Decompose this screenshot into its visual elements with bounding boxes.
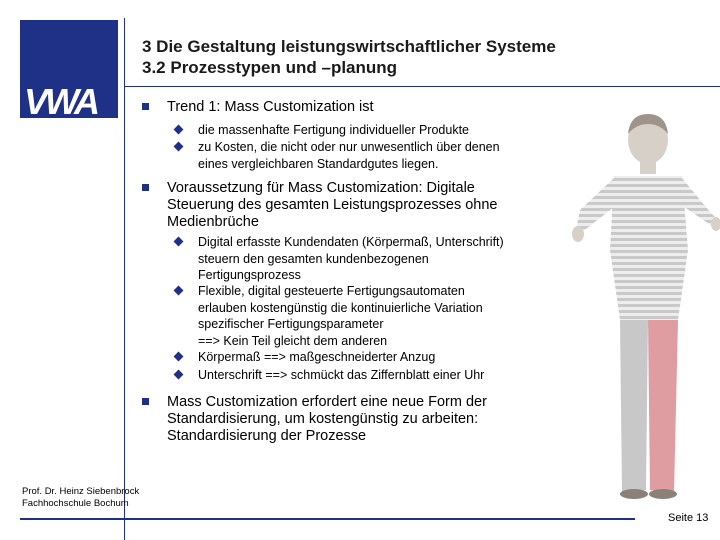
bullet-line: Trend 1: Mass Customization ist <box>167 99 374 115</box>
sub-bullet-line: erlauben kostengünstig die kontinuierliche Variation <box>198 300 483 315</box>
sub-bullet-line: Körpermaß ==> maßgeschneiderter Anzug <box>198 350 436 364</box>
sub-bullet-line: Digital erfasste Kundendaten (Körpermaß, Unterschrift) <box>198 235 504 249</box>
sub-bullet-line: zu Kosten, die nicht oder nur unwesentlich über denen <box>198 140 500 154</box>
sub-bullet-line: Unterschrift ==> schmückt das Ziffernblatt einer Uhr <box>198 368 485 382</box>
sub-bullet-text <box>198 122 578 139</box>
sub-bullet-line: Fertigungsprozess <box>198 268 301 282</box>
page-number: Seite 13 <box>668 512 709 524</box>
figure-trousers <box>620 320 678 492</box>
sub-bullet-text <box>198 367 578 384</box>
sub-bullet-line: steuern den gesamten kundenbezogenen <box>198 251 429 266</box>
bullet-text <box>167 394 572 445</box>
title-divider <box>124 86 720 87</box>
vwa-logo <box>20 20 118 118</box>
sub-bullet-line: spezifischer Fertigungsparameter <box>198 317 384 331</box>
square-bullet-icon <box>142 103 149 110</box>
sub-bullet-text <box>198 234 578 284</box>
bullet-line: Steuerung des gesamten Leistungsprozesses ohne <box>167 197 498 213</box>
footer-author-name: Prof. Dr. Heinz Siebenbrock <box>22 486 140 497</box>
diamond-bullet-icon <box>174 237 184 247</box>
sub-bullet-line: die massenhafte Fertigung individueller Produkte <box>198 123 469 137</box>
diamond-bullet-icon <box>174 352 184 362</box>
title-line-2: 3.2 Prozesstypen und –planung <box>142 58 398 77</box>
diamond-bullet-icon <box>174 142 184 152</box>
footer-divider <box>20 518 635 520</box>
bullet-line: Voraussetzung für Mass Customization: Digitale <box>167 180 475 196</box>
bullet-text <box>167 99 572 116</box>
diamond-bullet-icon <box>174 370 184 380</box>
footer-author <box>22 486 139 510</box>
square-bullet-icon <box>142 398 149 405</box>
bullet-line: Standardisierung der Prozesse <box>167 428 367 444</box>
logo-text: VWA <box>24 81 98 118</box>
slide-title <box>142 36 556 78</box>
sub-bullet-line: ==> Kein Teil gleicht dem anderen <box>198 333 388 348</box>
sub-bullet-text <box>198 139 578 172</box>
figure-shirt <box>572 176 720 320</box>
square-bullet-icon <box>142 184 149 191</box>
sub-bullet-text <box>198 349 578 366</box>
sub-bullet-line: Flexible, digital gesteuerte Fertigungsautomaten <box>198 284 465 298</box>
title-line-1: 3 Die Gestaltung leistungswirtschaftlicher Systeme <box>142 37 556 56</box>
vertical-divider <box>124 18 125 540</box>
footer-institution: Fachhochschule Bochum <box>22 498 129 509</box>
customized-figure-illustration <box>570 100 720 500</box>
figure-head <box>628 114 668 164</box>
figure-shoes <box>620 489 677 499</box>
bullet-line: Standardisierung, um kostengünstig zu arbeiten: <box>167 411 479 427</box>
sub-bullet-line: eines vergleichbaren Standardgutes liegen. <box>198 156 439 171</box>
sub-bullet-text <box>198 283 578 349</box>
diamond-bullet-icon <box>174 286 184 296</box>
bullet-line: Medienbrüche <box>167 214 259 230</box>
bullet-line: Mass Customization erfordert eine neue Form der <box>167 394 487 410</box>
bullet-text <box>167 180 572 231</box>
diamond-bullet-icon <box>174 125 184 135</box>
